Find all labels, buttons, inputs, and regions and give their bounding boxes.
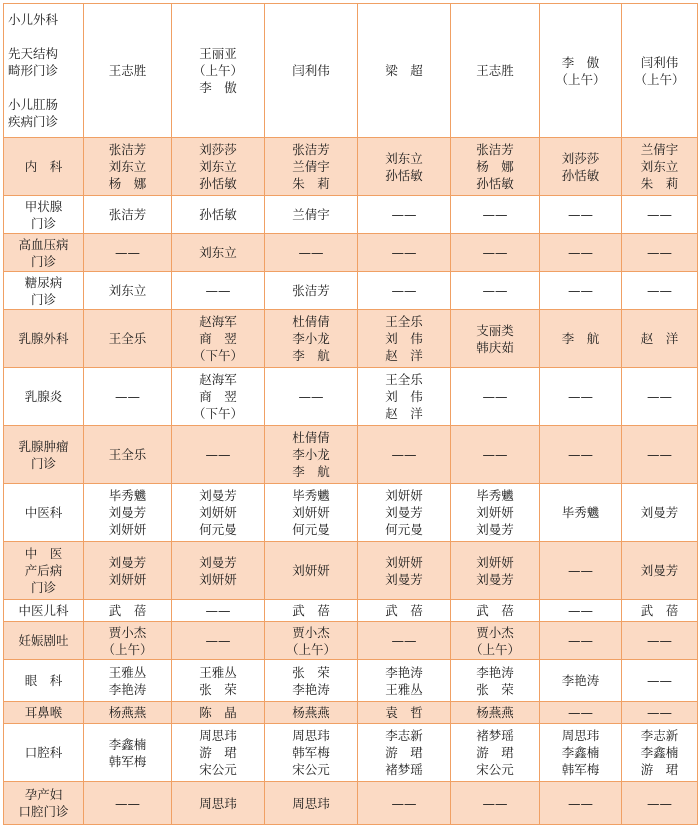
doctor-cell: 王全乐 (84, 310, 172, 368)
doctor-cell: 武 蓓 (358, 600, 451, 622)
doctor-cell: 刘妍妍 刘曼芳 何元曼 (358, 484, 451, 542)
doctor-cell: —— (622, 368, 698, 426)
doctor-cell: 刘东立 (172, 234, 265, 272)
doctor-cell: 支丽类 韩庆茹 (451, 310, 540, 368)
table-row (4, 660, 698, 702)
doctor-cell: —— (540, 234, 622, 272)
doctor-cell: 周思玮 游 珺 宋公元 (172, 724, 265, 782)
doctor-cell: —— (265, 368, 358, 426)
department-cell: 孕产妇 口腔门诊 (4, 782, 84, 825)
doctor-cell: 周思玮 (172, 782, 265, 825)
doctor-cell: 刘曼芳 刘妍妍 (172, 542, 265, 600)
doctor-cell: —— (451, 368, 540, 426)
doctor-cell: 张洁芳 (84, 196, 172, 234)
doctor-cell: 张洁芳 兰倩宇 朱 莉 (265, 138, 358, 196)
header-row (4, 4, 698, 138)
table-row (4, 426, 698, 484)
doctor-cell: 袁 哲 (358, 702, 451, 724)
doctor-cell: 李志新 李鑫楠 游 珺 (622, 724, 698, 782)
doctor-cell: 武 蓓 (84, 600, 172, 622)
table-row (4, 600, 698, 622)
header-dept-cell: 小儿外科 先天结构 畸形门诊 小儿肛肠 疾病门诊 (4, 4, 84, 138)
doctor-cell: 刘曼芳 刘妍妍 (84, 542, 172, 600)
doctor-cell: —— (622, 426, 698, 484)
doctor-cell: —— (451, 272, 540, 310)
doctor-cell: —— (540, 542, 622, 600)
doctor-cell: —— (622, 196, 698, 234)
doctor-cell: 刘曼芳 刘妍妍 何元曼 (172, 484, 265, 542)
doctor-cell: —— (358, 234, 451, 272)
header-doctor-cell: 李 傲 （上午） (540, 4, 622, 138)
doctor-cell: 刘曼芳 (622, 542, 698, 600)
schedule-body (4, 4, 698, 825)
doctor-cell: 赵海军 商 翌 （下午） (172, 310, 265, 368)
table-row (4, 542, 698, 600)
department-cell: 高血压病 门诊 (4, 234, 84, 272)
department-cell: 乳腺外科 (4, 310, 84, 368)
doctor-cell: —— (172, 600, 265, 622)
doctor-cell: —— (358, 196, 451, 234)
doctor-cell: 刘东立 孙恬敏 (358, 138, 451, 196)
doctor-cell: 李艳涛 张 荣 (451, 660, 540, 702)
doctor-cell: 赵海军 商 翌 （下午） (172, 368, 265, 426)
doctor-cell: —— (451, 234, 540, 272)
doctor-cell: 张 荣 李艳涛 (265, 660, 358, 702)
table-row (4, 310, 698, 368)
doctor-cell: 王全乐 刘 伟 赵 洋 (358, 310, 451, 368)
doctor-cell: —— (540, 272, 622, 310)
department-cell: 中医科 (4, 484, 84, 542)
doctor-cell: —— (540, 196, 622, 234)
doctor-cell: 刘妍妍 刘曼芳 (451, 542, 540, 600)
doctor-cell: 陈 晶 (172, 702, 265, 724)
doctor-cell: 贾小杰 （上午） (84, 622, 172, 660)
department-cell: 乳腺肿瘤 门诊 (4, 426, 84, 484)
doctor-cell: 刘妍妍 (265, 542, 358, 600)
doctor-cell: —— (540, 426, 622, 484)
department-cell: 口腔科 (4, 724, 84, 782)
doctor-cell: 李鑫楠 韩军梅 (84, 724, 172, 782)
doctor-cell: 贾小杰 （上午） (451, 622, 540, 660)
doctor-cell: —— (622, 660, 698, 702)
table-row (4, 368, 698, 426)
doctor-cell: —— (540, 368, 622, 426)
doctor-cell: —— (172, 426, 265, 484)
doctor-cell: —— (622, 272, 698, 310)
department-cell: 甲状腺 门诊 (4, 196, 84, 234)
table-row (4, 138, 698, 196)
doctor-cell: —— (358, 272, 451, 310)
doctor-cell: —— (84, 234, 172, 272)
doctor-cell: —— (358, 782, 451, 825)
doctor-cell: —— (540, 782, 622, 825)
doctor-cell: 毕秀魕 刘曼芳 刘妍妍 (84, 484, 172, 542)
doctor-cell: 周思玮 李鑫楠 韩军梅 (540, 724, 622, 782)
doctor-cell: —— (451, 196, 540, 234)
doctor-cell: —— (451, 426, 540, 484)
doctor-cell: 兰倩宇 刘东立 朱 莉 (622, 138, 698, 196)
header-doctor-cell: 闫利伟 (265, 4, 358, 138)
doctor-cell: 王雅丛 李艳涛 (84, 660, 172, 702)
doctor-cell: —— (84, 782, 172, 825)
header-doctor-cell: 王志胜 (84, 4, 172, 138)
doctor-cell: —— (172, 622, 265, 660)
department-cell: 眼 科 (4, 660, 84, 702)
doctor-cell: —— (265, 234, 358, 272)
doctor-cell: 王全乐 刘 伟 赵 洋 (358, 368, 451, 426)
header-doctor-cell: 王志胜 (451, 4, 540, 138)
department-cell: 妊娠剧吐 (4, 622, 84, 660)
header-doctor-cell: 闫利伟 （上午） (622, 4, 698, 138)
doctor-cell: 武 蓓 (265, 600, 358, 622)
doctor-cell: —— (540, 622, 622, 660)
doctor-cell: 杜倩倩 李小龙 李 航 (265, 310, 358, 368)
doctor-cell: —— (358, 622, 451, 660)
table-row (4, 196, 698, 234)
doctor-cell: 杜倩倩 李小龙 李 航 (265, 426, 358, 484)
doctor-cell: 周思玮 (265, 782, 358, 825)
doctor-cell: 杨燕燕 (265, 702, 358, 724)
doctor-cell: 贾小杰 （上午） (265, 622, 358, 660)
clinic-schedule-table (3, 3, 698, 825)
doctor-cell: 李 航 (540, 310, 622, 368)
doctor-cell: 刘莎莎 刘东立 孙恬敏 (172, 138, 265, 196)
doctor-cell: 周思玮 韩军梅 宋公元 (265, 724, 358, 782)
doctor-cell: 褚梦瑶 游 珺 宋公元 (451, 724, 540, 782)
doctor-cell: —— (451, 782, 540, 825)
doctor-cell: 杨燕燕 (451, 702, 540, 724)
doctor-cell: 李志新 游 珺 褚梦瑶 (358, 724, 451, 782)
doctor-cell: 赵 洋 (622, 310, 698, 368)
doctor-cell: —— (622, 702, 698, 724)
doctor-cell: —— (540, 702, 622, 724)
doctor-cell: 王雅丛 张 荣 (172, 660, 265, 702)
header-doctor-cell: 梁 超 (358, 4, 451, 138)
doctor-cell: 毕秀魕 刘妍妍 刘曼芳 (451, 484, 540, 542)
doctor-cell: 张洁芳 杨 娜 孙恬敏 (451, 138, 540, 196)
table-row (4, 622, 698, 660)
doctor-cell: —— (622, 234, 698, 272)
table-row (4, 702, 698, 724)
department-cell: 中 医 产后病 门诊 (4, 542, 84, 600)
doctor-cell: 兰倩宇 (265, 196, 358, 234)
doctor-cell: 张洁芳 刘东立 杨 娜 (84, 138, 172, 196)
department-cell: 耳鼻喉 (4, 702, 84, 724)
doctor-cell: 杨燕燕 (84, 702, 172, 724)
doctor-cell: 张洁芳 (265, 272, 358, 310)
header-doctor-cell: 王丽亚 （上午） 李 傲 (172, 4, 265, 138)
doctor-cell: —— (622, 622, 698, 660)
doctor-cell: —— (540, 600, 622, 622)
table-row (4, 272, 698, 310)
doctor-cell: 武 蓓 (451, 600, 540, 622)
doctor-cell: 刘妍妍 刘曼芳 (358, 542, 451, 600)
doctor-cell: —— (622, 782, 698, 825)
department-cell: 乳腺炎 (4, 368, 84, 426)
table-row (4, 234, 698, 272)
table-row (4, 724, 698, 782)
doctor-cell: 孙恬敏 (172, 196, 265, 234)
doctor-cell: 毕秀魕 (540, 484, 622, 542)
doctor-cell: 刘东立 (84, 272, 172, 310)
doctor-cell: 武 蓓 (622, 600, 698, 622)
doctor-cell: 刘莎莎 孙恬敏 (540, 138, 622, 196)
table-row (4, 484, 698, 542)
doctor-cell: —— (172, 272, 265, 310)
doctor-cell: 李艳涛 (540, 660, 622, 702)
department-cell: 糖尿病 门诊 (4, 272, 84, 310)
doctor-cell: —— (358, 426, 451, 484)
doctor-cell: 李艳涛 王雅丛 (358, 660, 451, 702)
doctor-cell: —— (84, 368, 172, 426)
department-cell: 内 科 (4, 138, 84, 196)
doctor-cell: 刘曼芳 (622, 484, 698, 542)
table-row (4, 782, 698, 825)
doctor-cell: 毕秀魕 刘妍妍 何元曼 (265, 484, 358, 542)
department-cell: 中医儿科 (4, 600, 84, 622)
doctor-cell: 王全乐 (84, 426, 172, 484)
